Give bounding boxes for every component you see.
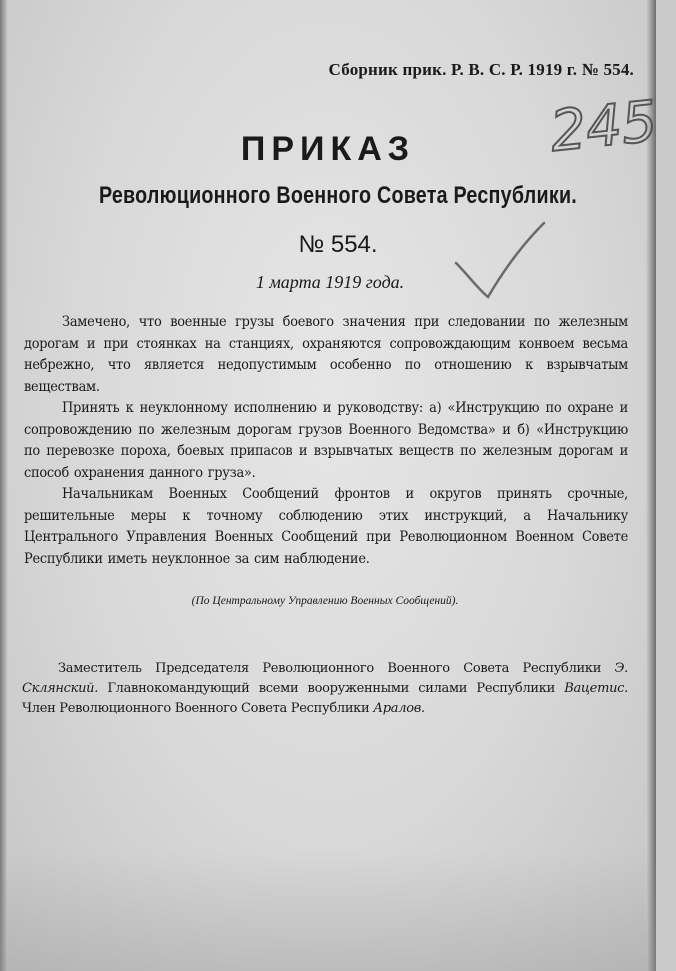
signer-name: Аралов. [373, 701, 425, 716]
order-body [24, 312, 628, 570]
order-date: 1 марта 1919 года. [255, 272, 405, 292]
source-note: (По Центральному Управлению Военных Сообщений). [191, 595, 459, 607]
document-title: ПРИКАЗ [240, 130, 416, 168]
signer-role: Главнокомандующий всеми вооруженными силами Республики [107, 681, 555, 696]
signatures-block [22, 659, 628, 719]
pencil-number-text: 245 [547, 88, 661, 165]
signer-name: Э. Склянский. [22, 661, 628, 696]
signer-role: Заместитель Председателя Революционного Военного Совета Республики [58, 661, 602, 676]
signatures-paragraph [22, 659, 628, 719]
order-number: № 554. [298, 231, 378, 258]
document-subtitle: Революционного Военного Совета Республики. [98, 182, 578, 209]
body-paragraph: Начальникам Военных Сообщений фронтов и округов принять срочные, решительные меры к точному соблюдению этих инструкций, а Начальнику Центрального Управления Военных Сообщений при Революционном Военном Совете Республики иметь неуклонное за сим наблюдение. [24, 486, 628, 567]
signer-name: Вацетис. [564, 681, 628, 696]
collection-header: Сборник прик. Р. В. С. Р. 1919 г. № 554. [328, 60, 634, 79]
signer-role: Член Революционного Военного Совета Республики [22, 701, 370, 716]
body-paragraph: Принять к неуклонному исполнению и руководству: а) «Инструкцию по охране и сопровождению по железным дорогам грузов Военного Ведомства» и б) «Инструкцию по перевозке пороха, боевых припасов и взрывчатых веществ по железным дорогам и способ охранения данного груза». [24, 400, 628, 481]
paper-stain [0, 851, 656, 971]
body-paragraph: Замечено, что военные грузы боевого значения при следовании по железным дорогам и при стоянках на станциях, охраняются сопровождающим конвоем весьма небрежно, что является недопустимым особенно по отношению к взрывчатым веществам. [24, 314, 628, 395]
